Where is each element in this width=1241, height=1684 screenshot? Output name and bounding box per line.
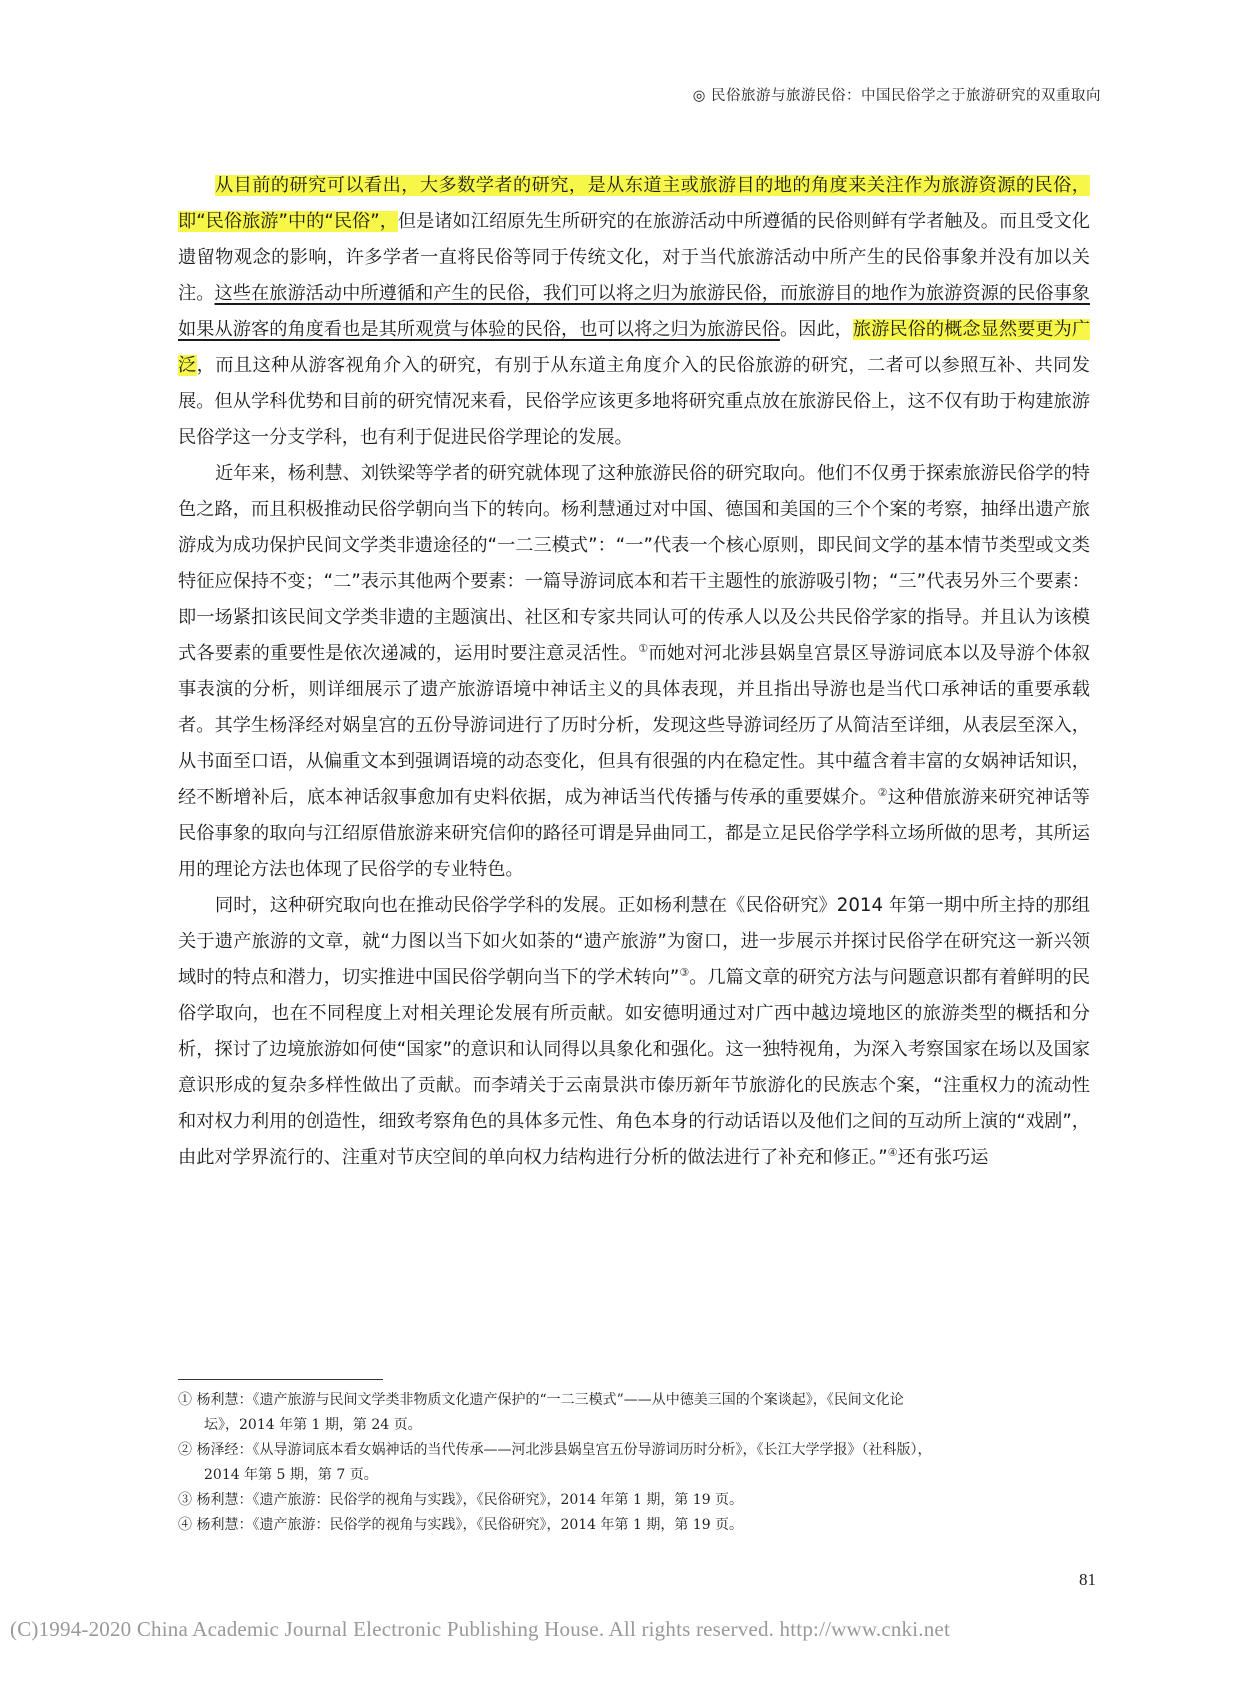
running-header: ◎ 民俗旅游与旅游民俗：中国民俗学之于旅游研究的双重取向	[692, 88, 1101, 104]
body-text-span: 。几篇文章的研究方法与问题意识都有着鲜明的民俗学取向，也在不同程度上对相关理论发展有所贡献。如安德明通过对广西中越边境地区的旅游类型的概括和分析，探讨了边境旅游如何使“国家”的意识和认同得以具象化和强化。这一独特视角，为深入考察国家在场以及国家意识形成的复杂多样性做出了贡献。而李靖关于云南景洪市傣历新年节旅游化的民族志个案，“注重权力的流动性和对权力利用的创造性，细致考察角色的具体多元性、角色本身的行动话语以及他们之间的互动所上演的“戏剧”，由此对学界流行的、注重对节庆空间的单向权力结构进行分析的做法进行了补充和修正。”	[178, 967, 1090, 1168]
footnote-ref-4[interactable]: ④	[887, 1145, 898, 1159]
body-text-span: 近年来，杨利慧、刘铁梁等学者的研究就体现了这种旅游民俗的研究取向。他们不仅勇于探索旅游民俗学的特色之路，而且积极推动民俗学朝向当下的转向。杨利慧通过对中国、德国和美国的三个个案的考察，抽绎出遗产旅游成为成功保护民间文学类非遗途径的“一二三模式”：“一”代表一个核心原则，即民间文学的基本情节类型或文类特征应保持不变；“二”表示其他两个要素：一篇导游词底本和若干主题性的旅游吸引物；“三”代表另外三个要素：即一场紧扣该民间文学类非遗的主题演出、社区和专家共同认可的传承人以及公共民俗学家的指导。并且认为该模式各要素的重要性是依次递减的，运用时要注意灵活性。	[178, 463, 1090, 664]
page-number: 81	[1079, 1570, 1096, 1589]
footnote-4: ④ 杨利慧：《遗产旅游：民俗学的视角与实践》，《民俗研究》，2014 年第 1 期，第 19 页。	[178, 1517, 744, 1533]
highlighted-text: 旅游民俗的概念显然要更为广泛	[178, 319, 1090, 376]
footnote-ref-2[interactable]: ②	[877, 785, 888, 799]
body-text-span: 但是诸如江绍原先生所研究的在旅游活动中所遵循的民俗则鲜有学者触及。而且受文化遗留物观念的影响，许多学者一直将民俗等同于传统文化，对于当代旅游活动中所产生的民俗事象并没有加以关注。	[178, 211, 1090, 304]
body-text-span: 这种借旅游来研究神话等民俗事象的取向与江绍原借旅游来研究信仰的路径可谓是异曲同工，都是立足民俗学学科立场所做的思考，其所运用的理论方法也体现了民俗学的专业特色。	[178, 787, 1090, 880]
copyright-notice: (C)1994-2020 China Academic Journal Electronic Publishing House. All rights reserved. http://www.cnki.net	[10, 1617, 950, 1641]
footnote-ref-1[interactable]: ①	[638, 641, 649, 655]
highlighted-text: 从目前的研究可以看出，大多数学者的研究，是从东道主或旅游目的地的角度来关注作为旅游资源的民俗，即“民俗旅游”中的“民俗”，	[178, 175, 1090, 232]
footnote-2: ② 杨泽经：《从导游词底本看女娲神话的当代传承——河北涉县娲皇宫五份导游词历时分析》，《长江大学学报》（社科版），2014 年第 5 期，第 7 页。	[178, 1442, 932, 1483]
underlined-text: 这些在旅游活动中所遵循和产生的民俗，我们可以将之归为旅游民俗，而旅游目的地作为旅游资源的民俗事象如果从游客的角度看也是其所观赏与体验的民俗，也可以将之归为旅游民俗	[178, 283, 1090, 340]
paragraph-2	[178, 456, 1090, 888]
footnote-3: ③ 杨利慧：《遗产旅游：民俗学的视角与实践》，《民俗研究》，2014 年第 1 期，第 19 页。	[178, 1492, 744, 1508]
paragraph-3	[178, 888, 1090, 1176]
paragraph-1	[178, 168, 1090, 456]
body-text-span: ，而且这种从游客视角介入的研究，有别于从东道主角度介入的民俗旅游的研究，二者可以参照互补、共同发展。但从学科优势和目前的研究情况来看，民俗学应该更多地将研究重点放在旅游民俗上，这不仅有助于构建旅游民俗学这一分支学科，也有利于促进民俗学理论的发展。	[178, 355, 1090, 448]
footnote-divider	[178, 1379, 383, 1380]
body-text-span: 同时，这种研究取向也在推动民俗学学科的发展。正如杨利慧在《民俗研究》2014 年第一期中所主持的那组关于遗产旅游的文章，就“力图以当下如火如荼的“遗产旅游”为窗口，进一步展示并探讨民俗学在研究这一新兴领域时的特点和潜力，切实推进中国民俗学朝向当下的学术转向”	[178, 895, 1090, 988]
footnote-1: ① 杨利慧：《遗产旅游与民间文学类非物质文化遗产保护的“一二三模式”——从中德美三国的个案谈起》，《民间文化论坛》，2014 年第 1 期，第 24 页。	[178, 1392, 904, 1433]
body-text-span: 而她对河北涉县娲皇宫景区导游词底本以及导游个体叙事表演的分析，则详细展示了遗产旅游语境中神话主义的具体表现，并且指出导游也是当代口承神话的重要承载者。其学生杨泽经对娲皇宫的五份导游词进行了历时分析，发现这些导游词经历了从简洁至详细，从表层至深入，从书面至口语，从偏重文本到强调语境的动态变化，但具有很强的内在稳定性。其中蕴含着丰富的女娲神话知识，经不断增补后，底本神话叙事愈加有史料依据，成为神话当代传播与传承的重要媒介。	[178, 643, 1090, 808]
body-text	[178, 168, 1090, 1176]
footnote-ref-3[interactable]: ③	[679, 965, 690, 979]
footnotes	[178, 1388, 938, 1538]
body-text-span: 。因此，	[779, 319, 853, 340]
body-text-span: 还有张巧运	[897, 1147, 989, 1168]
